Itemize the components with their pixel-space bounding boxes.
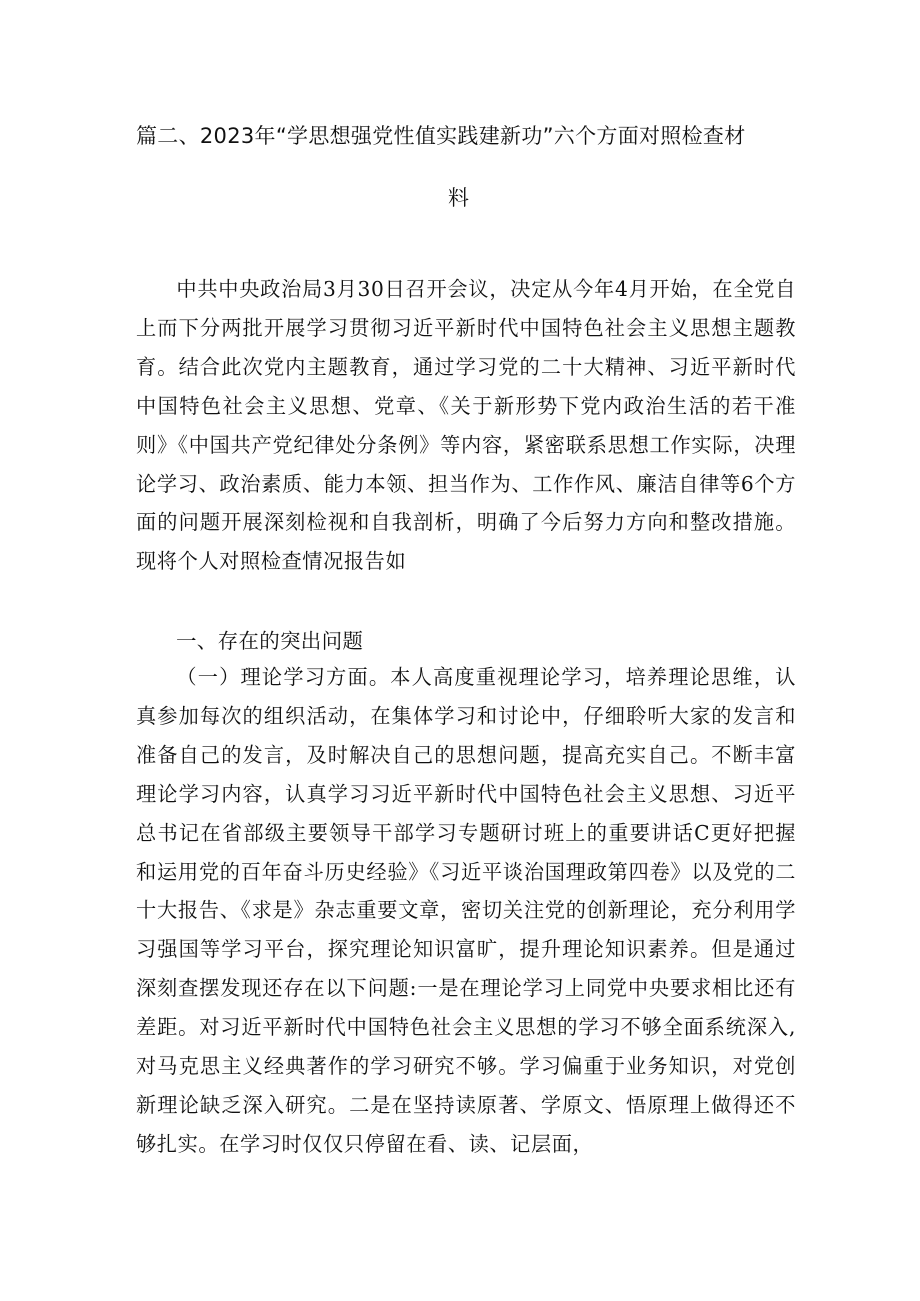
section-heading: 一、存在的突出问题 [176, 629, 364, 653]
document-title-line-2: 料 [448, 186, 470, 210]
intro-paragraph: 中共中央政治局3月30日召开会议，决定从今年4月开始，在全党自上而下分两批开展学习贯彻习近平新时代中国特色社会主义思想主题教育。结合此次党内主题教育，通过学习党的二十大精神、习近平新时代中国特色社会主义思想、党章、《关于新形势下党内政治生活的若干准则》《中国共产党纪律处分条例》等内容，紧密联系思想工作实际，决理论学习、政治素质、能力本领、担当作为、工作作风、廉洁自律等6个方面的问题开展深刻检视和自我剖析，明确了今后努力方向和整改措施。现将个人对照检查情况报告如 [136, 277, 796, 574]
document-title-line-1: 篇二、2023年“学思想强党性值实践建新功”六个方面对照检查材 [136, 124, 746, 148]
theory-study-paragraph: （一）理论学习方面。本人高度重视理论学习，培养理论思维，认真参加每次的组织活动，在集体学习和讨论中，仔细聆听大家的发言和准备自己的发言，及时解决自己的思想问题，提高充实自己。不断丰富理论学习内容，认真学习习近平新时代中国特色社会主义思想、习近平总书记在省部级主要领导干部学习专题研讨班上的重要讲话C更好把握和运用党的百年奋斗历史经验》《习近平谈治国理政第四卷》以及党的二十大报告、《求是》杂志重要文章，密切关注党的创新理论，充分利用学习强国等学习平台，探究理论知识富旷，提升理论知识素养。但是通过深刻查摆发现还存在以下问题:一是在理论学习上同党中央要求相比还有差距。对习近平新时代中国特色社会主义思想的学习不够全面系统深入,对马克思主义经典著作的学习研究不够。学习偏重于业务知识，对党创新理论缺乏深入研究。二是在坚持读原著、学原文、悟原理上做得还不够扎实。在学习时仅仅只停留在看、读、记层面， [136, 665, 796, 1156]
